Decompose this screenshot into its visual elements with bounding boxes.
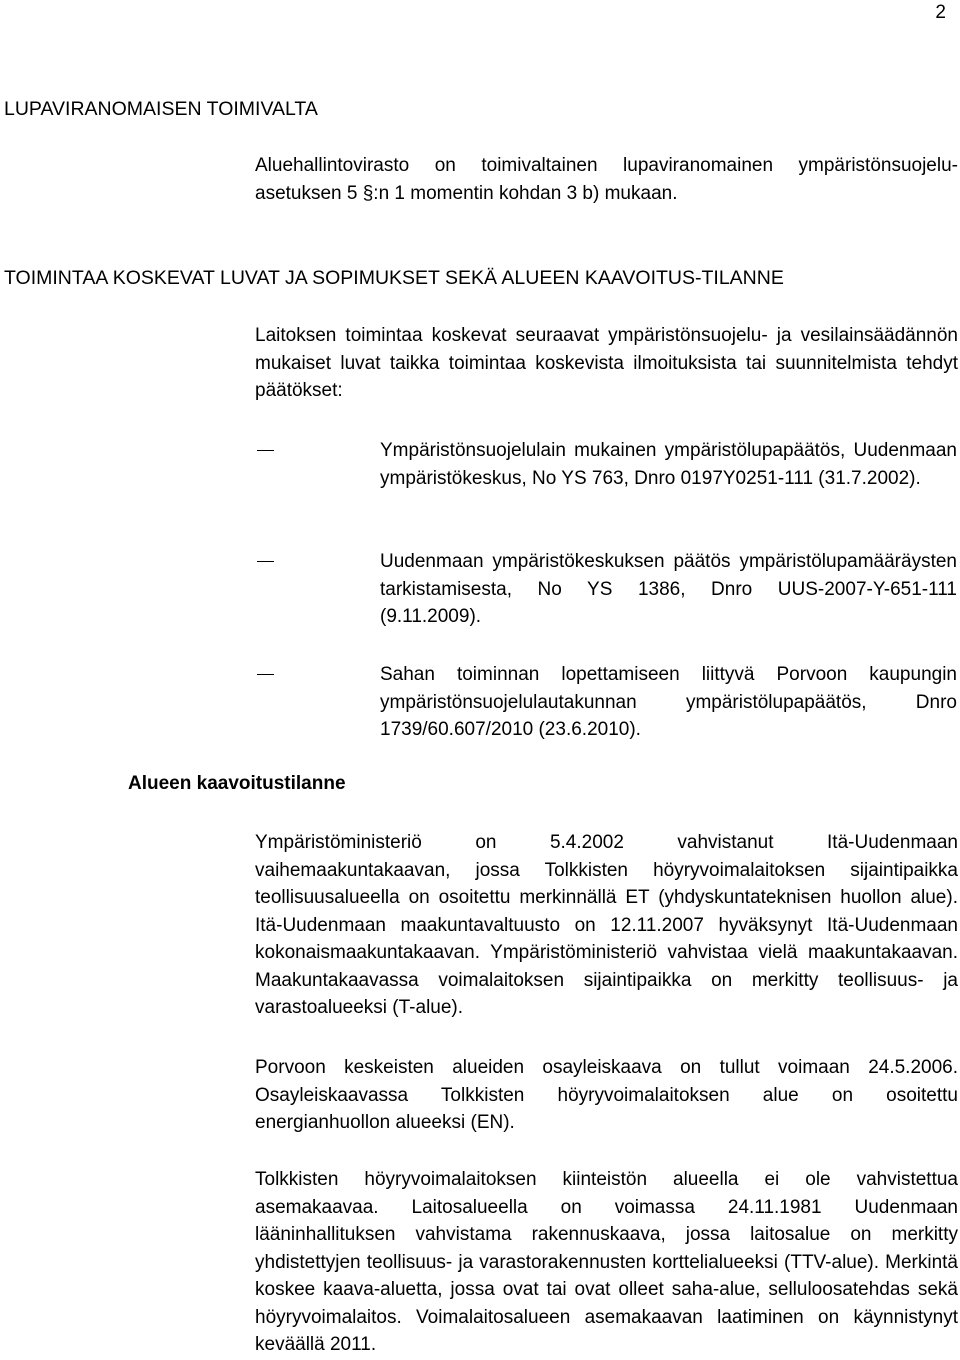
page-number: 2	[935, 2, 946, 23]
zoning-paragraph: Porvoon keskeisten alueiden osayleiskaava on tullut voimaan 24.5.2006. Osayleiskaavassa Tolkkisten höyryvoimalaitoksen alue on osoitettu energianhuollon alueeksi (EN).	[255, 1057, 958, 1133]
dash-bullet-icon	[257, 674, 274, 675]
list-item-text: Uudenmaan ympäristökeskuksen päätös ympäristölupamääräysten tarkistamisesta, No YS 1386, Dnro UUS-2007-Y-651-111 (9.11.2009).	[380, 551, 957, 627]
dash-bullet-icon	[257, 561, 274, 562]
zoning-paragraph: Ympäristöministeriö on 5.4.2002 vahvistanut Itä-Uudenmaan vaihemaakuntakaavan, jossa Tolkkisten höyryvoimalaitoksen sijaintipaikka teollisuusalueella on osoitettu merkinnällä ET (yhdyskuntateknisen huollon alue). Itä-Uudenmaan maakuntavaltuusto on 12.11.2007 hyväksynyt Itä-Uudenmaan kokonaismaakuntakaavan. Ympäristöministeriö vahvistaa vielä maakuntakaavan. Maakuntakaavassa voimalaitoksen sijaintipaikka on merkitty teollisuus- ja varastoalueeksi (T-alue).	[255, 832, 958, 1018]
section-heading-permits: TOIMINTAA KOSKEVAT LUVAT JA SOPIMUKSET SEKÄ ALUEEN KAAVOITUS-TILANNE	[4, 267, 784, 289]
side-label-zoning: Alueen kaavoitustilanne	[128, 773, 346, 794]
zoning-paragraph: Tolkkisten höyryvoimalaitoksen kiinteistön alueella ei ole vahvistettua asemakaavaa. Laitosalueella on voimassa 24.11.1981 Uudenmaan lääninhallituksen vahvistama rakennuskaava, jossa laitosalue on merkitty yhdistettyjen teollisuus- ja varastorakennusten korttelialueeksi (TTV-alue). Merkintä koskee kaava-aluetta, jossa ovat tai ovat olleet saha-alue, selluloosatehdas sekä höyryvoimalaitos. Voimalaitosalueen asemakaavan laatiminen on käynnistynyt keväällä 2011.	[255, 1169, 958, 1355]
authority-paragraph: Aluehallintovirasto on toimivaltainen lupaviranomainen ympäristönsuojelu-asetuksen 5 §:n 1 momentin kohdan 3 b) mukaan.	[255, 155, 958, 204]
dash-bullet-icon	[257, 450, 274, 451]
list-item-text: Sahan toiminnan lopettamiseen liittyvä Porvoon kaupungin ympäristönsuojelulautakunnan ympäristölupapäätös, Dnro 1739/60.607/2010 (23.6.2010).	[380, 664, 957, 740]
section-heading-authority: LUPAVIRANOMAISEN TOIMIVALTA	[4, 98, 318, 120]
permits-intro-paragraph: Laitoksen toimintaa koskevat seuraavat ympäristönsuojelu- ja vesilainsäädännön mukaiset luvat taikka toimintaa koskevista ilmoituksista tai suunnitelmista tehdyt päätökset:	[255, 325, 958, 401]
list-item-text: Ympäristönsuojelulain mukainen ympäristölupapäätös, Uudenmaan ympäristökeskus, No YS 763, Dnro 0197Y0251-111 (31.7.2002).	[380, 440, 957, 489]
